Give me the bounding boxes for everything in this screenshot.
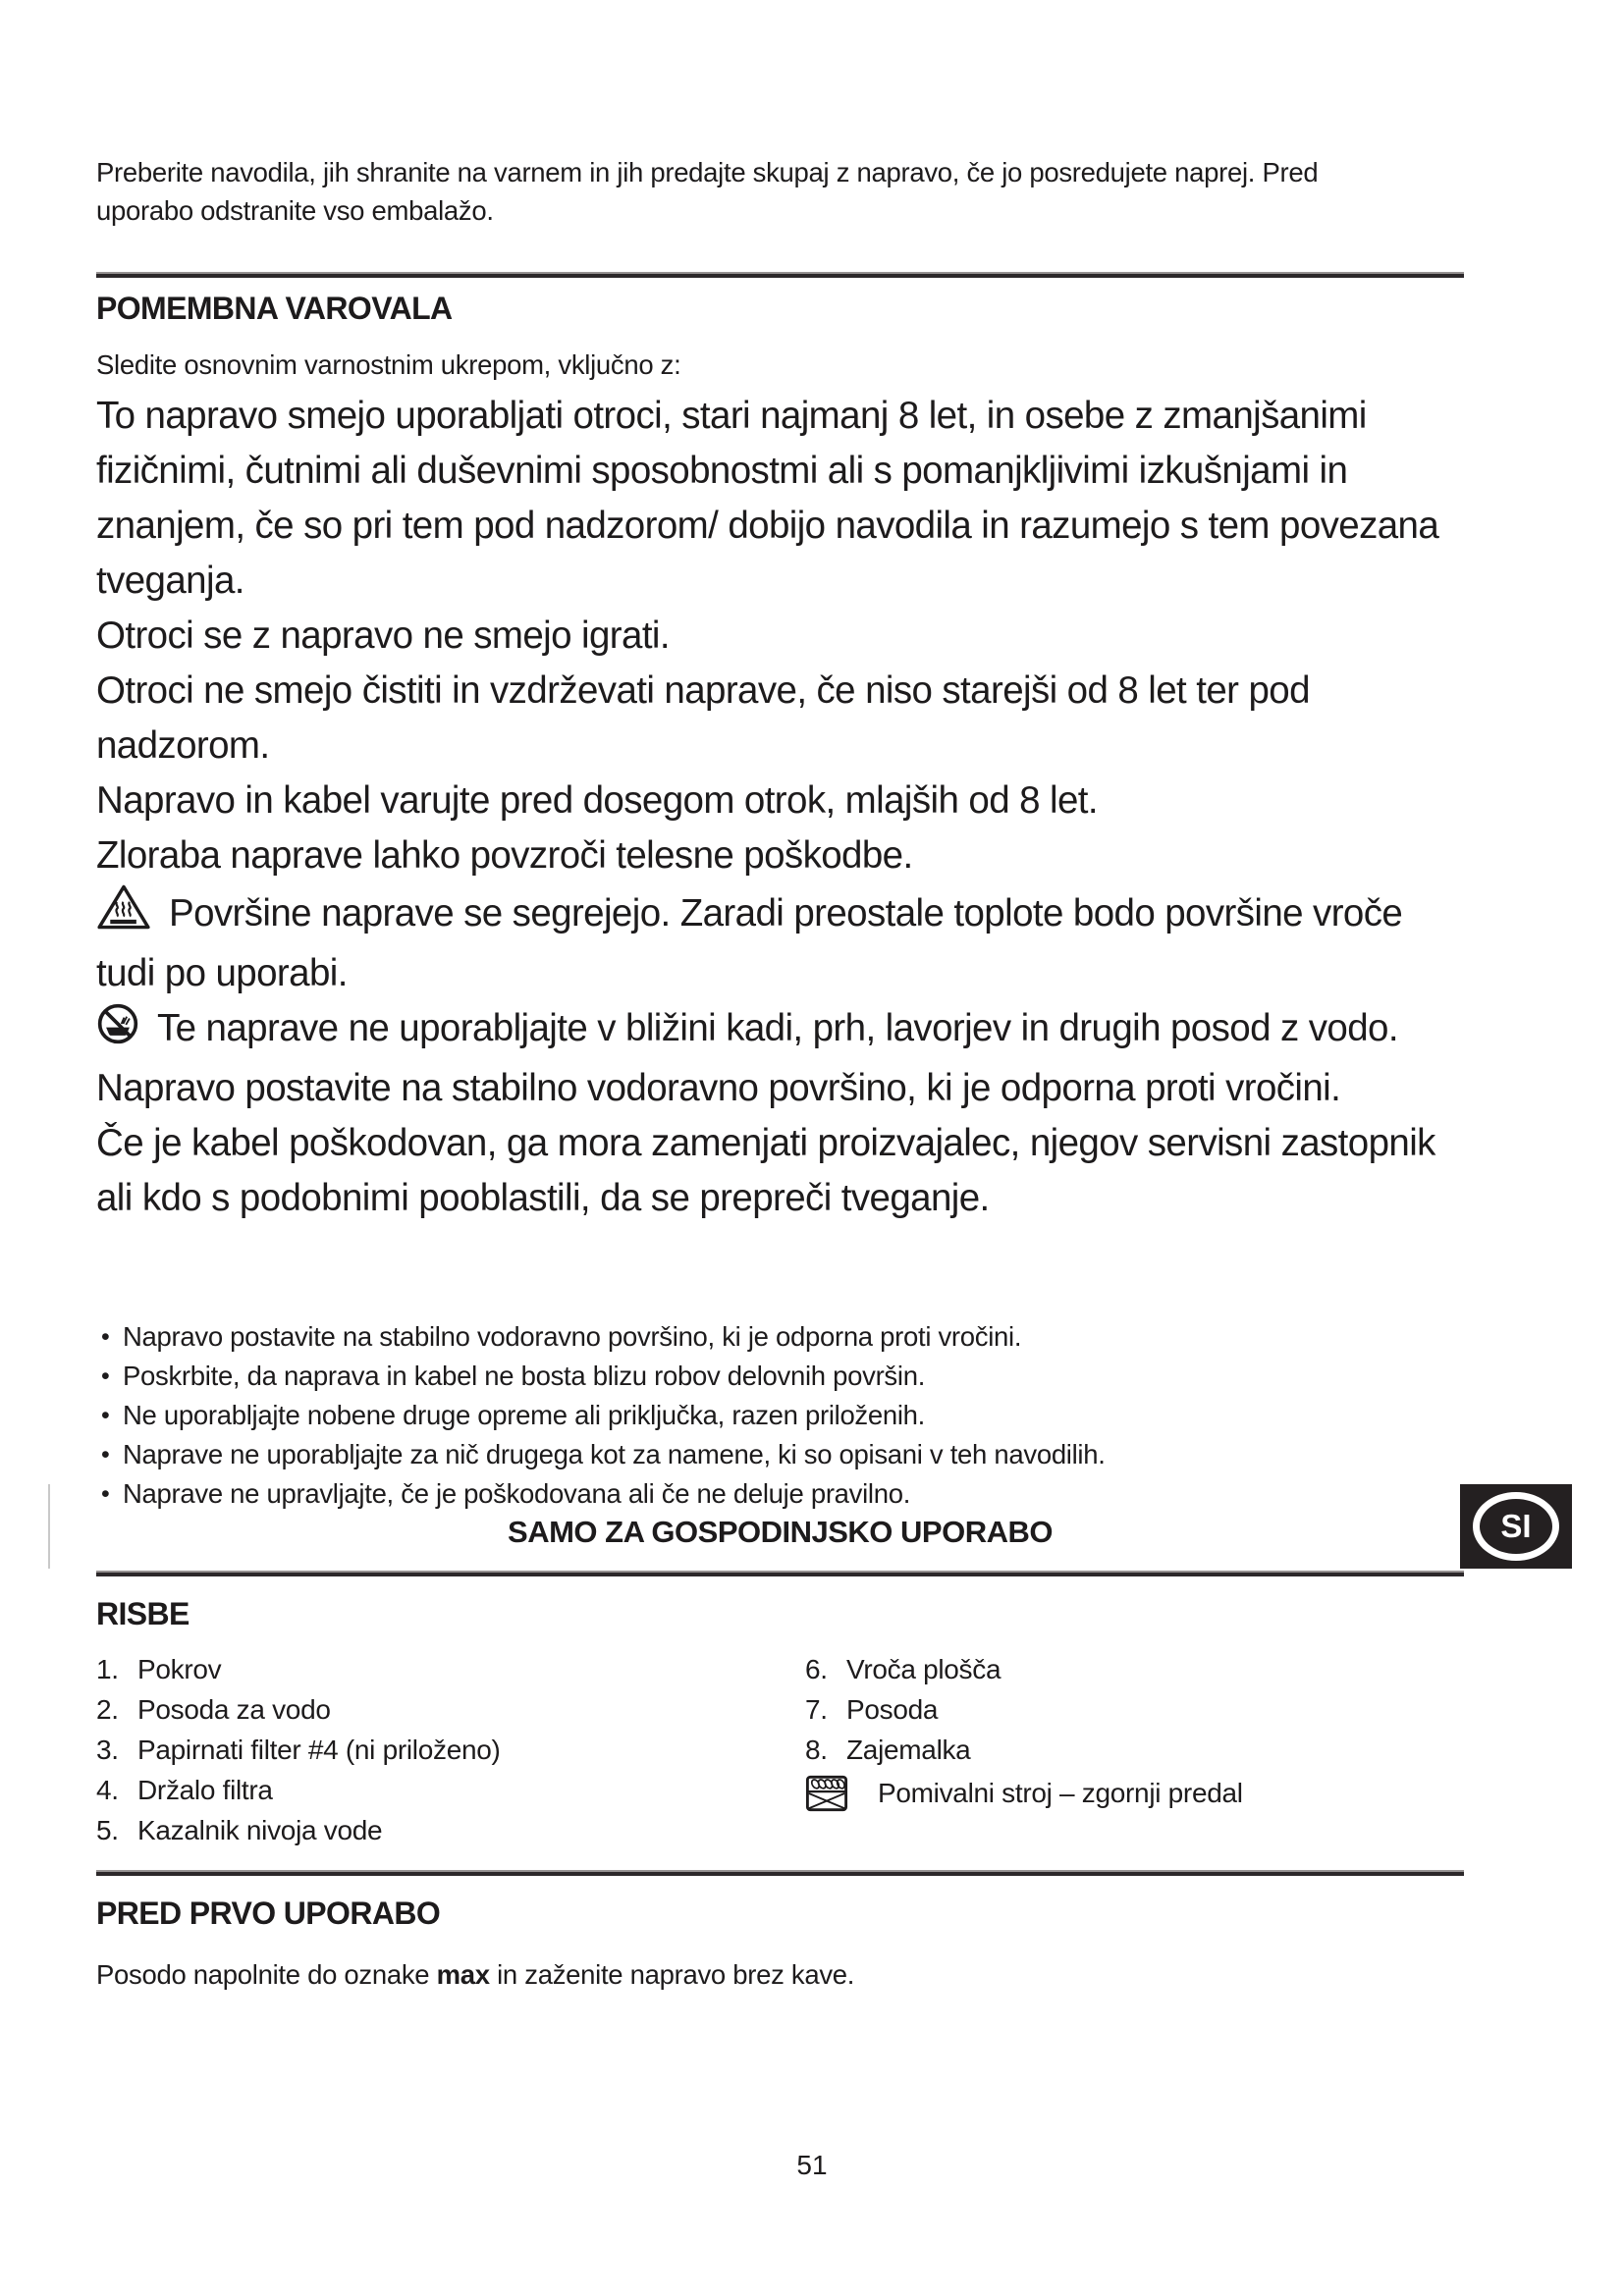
first-use-text: in zaženite napravo brez kave. xyxy=(489,1959,855,1990)
section-divider xyxy=(96,272,1464,278)
bullet-item: • Napravo postavite na stabilno vodoravno površino, ki je odporna proti vročini. xyxy=(96,1317,1461,1357)
section-divider xyxy=(96,1571,1464,1576)
max-label: max xyxy=(436,1959,490,1990)
drawings-list-right xyxy=(805,1649,1473,1818)
list-item-number: 6. xyxy=(805,1654,828,1684)
page-number: 51 xyxy=(796,2150,828,2180)
list-item-number: 1. xyxy=(96,1654,119,1684)
list-item xyxy=(805,1649,1473,1689)
no-water-warning xyxy=(96,1001,1443,1116)
list-item-label: Posoda za vodo xyxy=(137,1694,331,1725)
safety-rule-paragraph: To napravo smejo uporabljati otroci, stari najmanj 8 let, in osebe z zmanjšanimi fizičnimi, čutnimi ali duševnimi sposobnostmi ali s pomanjkljivimi izkušnjami in znanjem, če so pri tem pod nadzorom/ dobijo navodila in razumejo s tem povezana tveganja. xyxy=(96,395,1439,602)
drawings-heading: RISBE xyxy=(96,1596,189,1631)
list-item xyxy=(96,1649,764,1689)
scan-artifact-line xyxy=(48,1484,50,1569)
safety-rule-paragraph: Napravo in kabel varujte pred dosegom otrok, mlajših od 8 let. xyxy=(96,779,1098,822)
safety-rule-paragraph: Otroci ne smejo čistiti in vzdrževati naprave, če niso starejši od 8 let ter pod nadzorom. xyxy=(96,669,1310,767)
safety-rule-paragraph: Zloraba naprave lahko povzroči telesne poškodbe. xyxy=(96,834,913,877)
list-item xyxy=(805,1730,1473,1770)
list-item-label: Zajemalka xyxy=(846,1735,971,1765)
intro-paragraph: Preberite navodila, jih shranite na varnem in jih predajte skupaj z napravo, če jo posredujete naprej. Pred uporabo odstranite vso embalažo. xyxy=(96,157,1319,226)
list-item xyxy=(96,1689,764,1730)
safety-bullet-list xyxy=(96,1317,1461,1514)
dishwasher-icon xyxy=(805,1774,848,1818)
dishwasher-note-label: Pomivalni stroj – zgornji predal xyxy=(878,1778,1243,1808)
safety-lead: Sledite osnovnim varnostnim ukrepom, vključno z: xyxy=(96,349,681,380)
bullet-item: • Poskrbite, da naprava in kabel ne bosta blizu robov delovnih površin. xyxy=(96,1357,1461,1396)
no-bathtub-icon xyxy=(96,1002,139,1061)
household-only-note: SAMO ZA GOSPODINJSKO UPORABO xyxy=(508,1515,1053,1549)
list-item-label: Kazalnik nivoja vode xyxy=(137,1815,383,1845)
dishwasher-note-row xyxy=(805,1772,1473,1818)
first-use-text: Posodo napolnite do oznake xyxy=(96,1959,437,1990)
list-item-number: 7. xyxy=(805,1694,828,1725)
drawings-list-left xyxy=(96,1649,764,1850)
safety-body xyxy=(96,389,1443,1226)
list-item-label: Držalo filtra xyxy=(137,1775,273,1805)
list-item-number: 5. xyxy=(96,1815,119,1845)
hot-surface-icon xyxy=(96,883,151,946)
first-use-heading: PRED PRVO UPORABO xyxy=(96,1896,441,1931)
list-item-number: 4. xyxy=(96,1775,119,1805)
list-item-label: Papirnati filter #4 (ni priloženo) xyxy=(137,1735,501,1765)
language-badge xyxy=(1460,1484,1572,1569)
si-badge-ring xyxy=(1473,1492,1559,1561)
bullet-item: • Naprave ne uporabljajte za nič drugega kot za namene, ki so opisani v teh navodilih. xyxy=(96,1435,1461,1474)
bullet-item: • Naprave ne upravljajte, če je poškodovana ali če ne deluje pravilno. xyxy=(96,1474,1461,1514)
safety-heading: POMEMBNA VAROVALA xyxy=(96,291,453,326)
list-item-number: 8. xyxy=(805,1735,828,1765)
list-item-label: Posoda xyxy=(846,1694,939,1725)
section-divider xyxy=(96,1870,1464,1876)
hot-surface-warning xyxy=(96,883,1443,1001)
list-item-number: 2. xyxy=(96,1694,119,1725)
list-item-number: 3. xyxy=(96,1735,119,1765)
first-use-paragraph xyxy=(96,1955,1461,1994)
list-item-label: Pokrov xyxy=(137,1654,222,1684)
list-item xyxy=(96,1730,764,1770)
list-item xyxy=(805,1689,1473,1730)
list-item xyxy=(96,1810,764,1850)
safety-rule-paragraph: Otroci se z napravo ne smejo igrati. xyxy=(96,614,670,657)
no-water-warning-text: Te naprave ne uporabljajte v bližini kadi, prh, lavorjev in drugih posod z vodo. Napravo postavite na stabilno vodoravno površino, ki je odporna proti vročini. xyxy=(96,1007,1398,1109)
hot-surface-warning-text: Površine naprave se segrejejo. Zaradi preostale toplote bodo površine vroče tudi po uporabi. xyxy=(96,892,1403,994)
bullet-item: • Ne uporabljajte nobene druge opreme ali priključka, razen priloženih. xyxy=(96,1396,1461,1435)
damaged-cable-warning: Če je kabel poškodovan, ga mora zamenjati proizvajalec, njegov servisni zastopnik ali kdo s podobnimi pooblastili, da se prepreči tveganje. xyxy=(96,1122,1435,1219)
list-item-label: Vroča plošča xyxy=(846,1654,1001,1684)
list-item xyxy=(96,1770,764,1810)
si-badge-label: SI xyxy=(1500,1508,1532,1544)
